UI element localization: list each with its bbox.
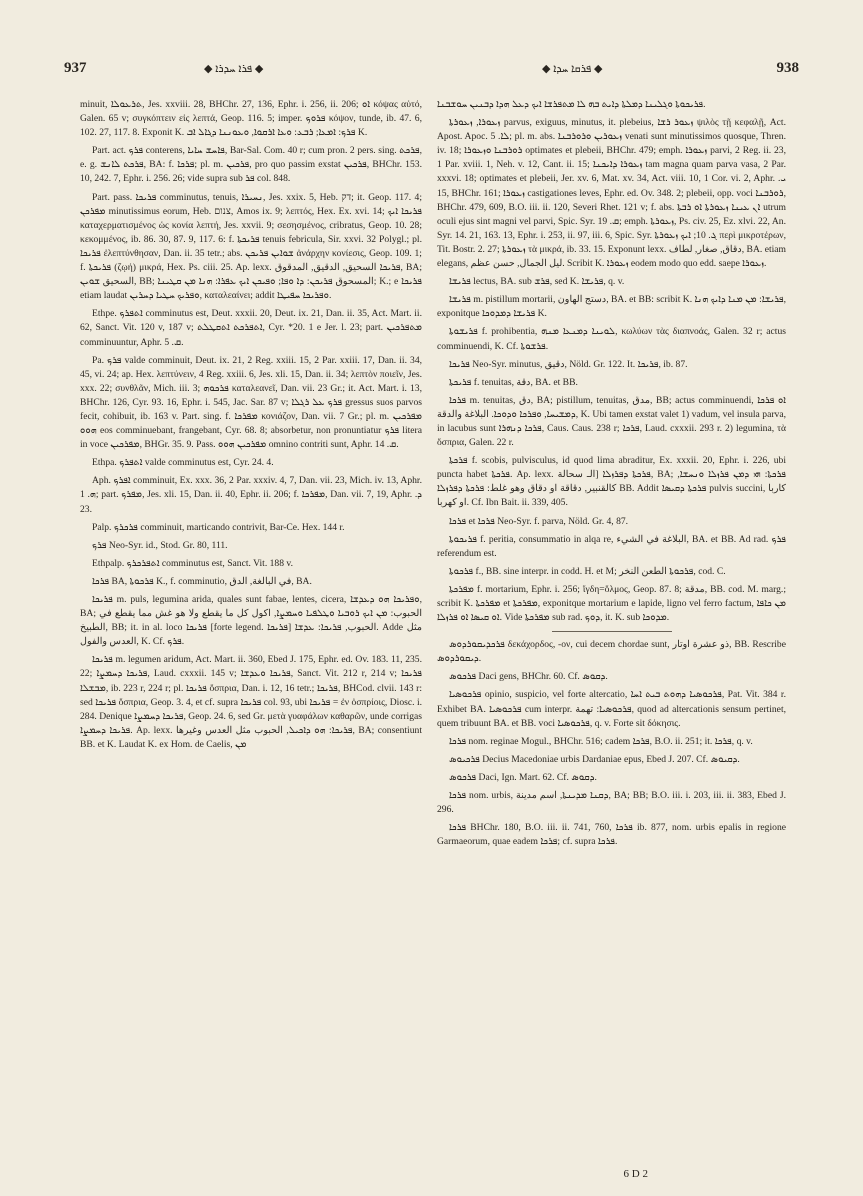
section-divider <box>552 631 672 632</box>
entry: ܦܪܝܟܘܬܐ f. peritia, consummatio in alqa re, البلاغة في الشيء, BA. et BB. Ad rad. ܦܪܟ referendum est. <box>437 533 786 559</box>
page-header <box>64 60 799 86</box>
entry: ܦܪܟܐ BA, ܦܪܟܘܬܐ K., f. comminutio, في البالغة, الدق, BA. <box>92 575 312 587</box>
entry: ܦܪܟ Neo-Syr. id., Stod. Gr. 80, 111. <box>92 539 228 551</box>
entry: ܦܪܟܐ nom. urbis, ܕܩܢܐ ܡܕܝܢܬܐ, اسم مدينة, BA; BB; B.O. iii. i. 203, iii. ii. 383, Ebed J. 296. <box>437 790 786 816</box>
entry: ܦܪܝܟܐ m. legumen aridum, Act. Mart. ii. 360, Ebed J. 175, Ephr. ed. Ov. 183. 11, 235. 22; ܦܪܝܟܐ ܕܚܡܨܐ, Laud. cxxxii. 145 v; ܦܪܝܟܐ ܘܥܕܫܐ, Sanct. Vit. 212 r, 214 v; ܦܪܝܟܐ ܡܒܫܠܐ, ib. 223 r, 224 r; pl. ܦܪܝܟܐ ὄσπρια, Dan. i. 12, 16 tetr.; ܦܪܝܟܐ, BHCod. clvii. 143 r: sed ܦܪܝܟܐ ὄσπρια, Geop. 3. 4, et cf. supra ܦܪܝܟܐ col. 93, ubi ܦܪܝܟܐ = ἐν ὀσπρίοις, Diosc. i. 284. Denique ܦܪܝܟܐ ܕܚܡܨܐ, Geop. 24. 6, sed Gr. μετὰ γυαφάλων καθαρῶν, unde corrigas ܦܪܝܟܐ ܕܚܡܨܐ. Ap. lexx. ܦܪܝܟܐ: ܗܘ ܕܐܟܝܠ, الحبوب مثل العدس وغيرها, BA; consentiunt BB. et K. Laudat K. ex Hom. de Caelis, ܡܢ <box>80 654 422 750</box>
signature-mark: 6 D 2 <box>623 1168 648 1180</box>
entry: ܦܪܟܐ et ܦܪܟܐ Neo-Syr. f. parva, Nöld. Gr. 4, 87. <box>449 515 629 527</box>
entry: ܙܥܘܪܐ, ܙܥܘܪܬܐ parvus, exiguus, minutus, it. plebeius, ܙܥܘܪ ܪܫܐ ψιλὸς τῇ κεφαλῇ, Act. Apost. Apoc. ܠܐ. 5; pl. m. abs. ܙܥܘܪܝܢ ܘܪܘܪܒܢܐ venati sunt minutissimos quosque, Thren. iv. 18; ܪܘܪܒܢܐ ܘܙܥܘܪܐ optimates et plebeii, BHChr. 479; emph. ܙܥܘܪܐ parvi, 2 Reg. ii. 23, 1 Par. xviii. 1, Neh. v. 12, Cant. ii. 15; ܙܥܘܪܐ ܕܐܝܟܢܐ tam magna quam parva vasa, 2 Par. xxxvi. 18; optimates et plebeii, Jer. xv. 6, Mat. xv. 34, Act. viii. 10, 1 Cor. vi. 2, Aphr. ܝ. 15, BHChr. 161; ܙܥܘܪܐ castigationes leves, Ephr. ed. Ov. 348. 2; plebeii, opp. voci ܪܘܪܒܢܐ, BHChr. 479, 609, B.O. iii. ii. 120, Severi Rhet. 121 v; f. abs. ܐܢ ܥܝܢܐ ܙܥܘܪܬܐ ܐܘ ܪܒܬܐ utrum oculi ejus sint magni vel parvi, Spic. Syr. ܩ. 19; emph. ܙܥܘܪܬܐ, Ps. civ. 25, Ez. xlvi. 22, An. Syr. 14. 21, 163. 13, Ephr. i. 253, ii. 97, iii. 6, Spic. Syr. ܓ. 10; ܐܝܟ ܙܥܘܪܬܐ περὶ μικροτέρων, Tit. Bostr. 2. 27; ܙܥܘܪܬܐ τὰ μικρά, ib. 33. 15. Exponunt lexx. دقاق, صغار, لطاف, BA. etiam elegans, ليل الجمال, حسن عظم. Scribit K. ܙܥܘܪܐ eodem modo quo edd. saepe ܙܥܘܪܐ. <box>437 117 786 270</box>
entry: Palp. ܦܪܟܪܟ comminuit, marticando contrivit, Bar-Ce. Hex. 144 r. <box>92 521 345 533</box>
entry: minuit, ܬܪܥܘܠܐ, Jes. xxviii. 28, BHChr. 27, 136, Ephr. i. 256, ii. 206; ܐܘ κόψας αὐτό, Galen. 65 v; συγκόπτειν εἰς λεπτά, Geop. 116. 5; imper. ܦܪܘܟ κόψον, tunde, ib. 47. 6, 102. 27, 117. 8. Exponit K. ܦܪܟ: ܐܡܥܐ; ܪܒܥ: ܘܥܐ ܐܪܩܘܐ, ܘܥܘܢܢܐ ܕܓܐܠ ܐܒ K. <box>80 99 422 139</box>
entry: ܦܪܝܟܐ Neo-Syr. minutus, دقيق, Nöld. Gr. 122. It. ܦܪܝܟܐ, ib. 87. <box>449 358 688 370</box>
entry: ܦܪܝܫܐ m. pistillum mortarii, دستج الهاون, BA. et BB: scribit K. ܦܪܝܫܐ: ܡܢ ܡܢܐ ܕܐܝܟ ܗܢܐ, exponitque ܦܪܝܫܐ ܕܡܕܘܟܐ K. <box>437 294 786 320</box>
entry: ܦܪܟܐ m. tenuitas, دق, BA; pistillum, tenuitas, مدق, BB; actus comminuendi, ܐܘ ܦܪܟܐ ܕܡܫܝܚܐ, ܘܦܪܟܐ ܘܕܘܟܐ. البلاغة والدقة, K. Ubi tamen exstat valet 1) vadum, vel insula parva, in lacubus sunt ܦܪܟܐ ܕܢܗܪܐ, Caus. Caus. 238 r; ܦܪܟܐ, Laud. cxxxii. 293 r. 2) legumina, τὰ ὄσπρια, Galen. 22 r. <box>437 394 786 449</box>
entry: Pa. ܦܪܟ valde comminuit, Deut. ix. 21, 2 Reg. xxiii. 15, 2 Par. xxiii. 17, Dan. ii. 34, 45, vi. 24; ap. Hex. λεπτύνειν, 4 Reg. xxiii. 6, Jes. xli. 15, Dan. ii. 34; λεπτὸν ποιεῖν, Jes. xxx. 22; συνθλᾶν, Mich. iii. 3; ܦܪܟܘܗ καταλεανεῖ, Dan. vii. 23 Gr.; it. Act. Mart. i. 13, BHChr. 126, Cyr. 93. 16, Ephr. i. 545, Jac. Sar. 87 v; ܦܪܟ ܥܠ ܪܓܠܐ gressus suos parvos fecit, cohibuit, ib. 163 v. Part. sing. f. ܡܦܪܟܐ κονιάζον, Dan. vii. 7 Gr.; pl. m. ܡܦܪܟܝܢ ܗܘܘ eos comminuebant, frangebant, Cyr. 68. 8; absorbetur, non pronuntiatur ܦܪܟ litera in voce ܡܦܪܟܝܢ, BHGr. 35. 9. Pass. ܡܦܪܟܝܢ ܗܘܘ omnino contriti sunt, Aphr. ܩ. 14. <box>80 354 422 451</box>
entry: Aph. ܐܦܪܟ comminuit, Ex. xxx. 36, 2 Par. xxxiv. 4, 7, Dan. vii. 23, Mich. iv. 13, Aphr. ܗ. 1; part. ܡܦܪܟ, Jes. xli. 15, Dan. ii. 40, Ephr. ii. 206; f. ܡܦܪܟܐ, Dan. vii. 7, 19, Aphr. ܕ. 23. <box>80 475 422 515</box>
entry: ܦܪܟܘܣ Daci gens, BHChr. 60. Cf. ܕܩܘܣ. <box>449 671 608 683</box>
left-column <box>80 98 422 1158</box>
entry: Part. act. ܦܪܟ conterens, ܦܐܚܫ ܚܐܝܐ, Bar-Sal. Com. 40 r; cum pron. 2 pers. sing. ܦܪܟܬ, e. g. ܦܪܟܬ ܠܐܢܫ, BA: f. ܦܪܟܐ; pl. m. ܦܪܟܝܢ, pro quo passim exstat ܦܪܟܝܢ, BHChr. 153. 10, 242. 7, Ephr. i. 256. 26; vide supra sub ܦܪ col. 848. <box>80 145 422 185</box>
entry: Ethpe. ܐܬܦܪܟ comminutus est, Deut. xxxii. 20, Deut. ix. 21, Dan. ii. 35, Act. Mart. ii. 62, Sanct. Vit. 120 v, 187 v; ܐܬܦܪܟܬ ܐܬܩܛܠܬ, Cyr. *20. 1 e Jer. l. 23; part. ܡܬܦܪܟܝܢ comminuuntur, Aphr. ܩ. 5. <box>80 308 422 348</box>
entry: ܦܪܟܝܘܣ Decius Macedoniae urbis Dardaniae epus, Ebed J. 207. Cf. ܕܩܝܘܣ. <box>449 753 740 765</box>
entry: ܦܪܝܟܬܐ f. tenuitas, دقة, BA. et BB. <box>449 376 578 388</box>
entry: ܦܪܟܕܝܩܘܪܕܘܣ δεκάχορδος, -ον, cui decem chordae sunt, ذو عشرة اوتار, BB. Rescribe ܕܝܩܘܪܕܘܣ. <box>437 639 786 665</box>
entry: ܦܪܟܬܐ f. scobis, pulvisculus, id quod lima abraditur, Ex. xxxii. 20, Ephr. i. 226, ubi puncta habet ܦܪܟܬܐ. Ap. lexx. ܦܪܟܬܐ ܕܦܪܙܠܐ [الـ سحالة, BA; ܦܪܟܬܐ: ܗܝ ܕܡܢ ܦܪܙܠܐ ܘܢܚܫܐ, كالقنبير, دقاقة او دقاق وهو غلط: ܦܪܟܬܐ ܕܦܪܙܠܐ BB. Addit ܦܪܟܬܐ ܕܩܝܣܐ pulvis succini, كاربا او كهربا. Cf. Ibn Bait. ii. 339, 405. <box>437 455 786 509</box>
entry: ܦܪܟܘܣ Daci, Ign. Mart. 62. Cf. ܕܩܘܣ. <box>449 771 597 783</box>
entry: ܦܪܝܫܐ lectus, BA. sub ܦܪܫ, sed K. ܦܪܝܫܐ, q. v. <box>449 276 625 288</box>
entry: Ethpalp. ܐܬܦܪܟܪܟ comminutus est, Sanct. Vit. 188 v. <box>92 557 293 569</box>
right-running-head: ◆ ܦܪܩܐ ܚܕܐ ◆ <box>542 63 603 75</box>
entry: Ethpa. ܐܬܦܪܟ valde comminutus est, Cyr. 24. 4. <box>92 457 274 469</box>
entry: ܦܪܝܫܘܬܐ f. prohibentia, ܠܘܝܢܐ ܕܡܢܥܐ ܡܢܗ, κωλύων τὰς διαπνοάς, Galen. 32 r; actus comminuendi, K. Cf. ܦܪܫܘܬܐ. <box>437 326 786 352</box>
left-page-number: 937 <box>64 60 87 76</box>
left-running-head: ◆ ܦܪܐ ܚܕܪܐ ◆ <box>204 63 264 75</box>
entry: ܦܪܟܘܣܝܐ opinio, suspicio, vel forte altercatio, ܦܪܟܘܣܝܐ ܕܗܘܬ ܒܝܬ ܐܚܐ, Pat. Vit. 384 r. Exhibet BA. ܦܪܟܘܣܝܐ cum interpr. ܦܪܟܘܣܝܐ: تهمة, quod ad altercationis sensum pertinet, quem tribuunt BA. et BB. voci ܦܪܟܘܣܝܐ, q. v. Forte sit δόκησις. <box>437 689 786 729</box>
entry: Part. pass. ܦܪܝܟܐ comminutus, tenuis, ܢܚܝܪܐ, Jes. xxix. 5, Heb. דק; it. Geop. 117. 4; ܡܦܪܟܢ minutissimus eorum, Heb. צנום, Amos ix. 9; λεπτός, Hex. Ex. xvi. 14; ܦܪܝܟܐ ܐܝܟ καταχερματισμένος ὡς κονία λεπτή, Jes. xxvii. 9; σεσησμένος, cribratus, Geop. 10. 28; κεκομμένος, ib. 86. 30, 87. 9, 117. 6: f. ܦܪܝܟܬܐ tenuis febricula, Sir. xxvi. 32 Polygl.; pl. ܦܪܝܟܐ ἐλεπτύνθησαν, Dan. ii. 35 tetr.; abs. ܫܘܐܝܢ ܦܪܝܟܢ ἀνάρχην κονίεσις, Geop. 109. 1; f. ܦܪܝܟܬܐ (ζῳή) μικρά, Hex. Ps. ciii. 25. Ap. lexx. ܦܪܝܟܐ السحيق, الدقيق, المدقوق, BA; السحيق ܫܘܝܢ, BB; المسحوق ܦܪܝܟܢ: ܕܐ ܘܦܐ; ܘܦܝܟܢ ܐܝܟ ܥܦܪܐ: ܗܢܐ ܡܢ ܩܛܝܢܐ; K.; e ܦܪܝܟܐ etiam laudat ܘܦܪܝܟ ܚܛܝܐ ܕܚܪܝܢ, καταλεαίνει; addit ܘܦܪܝܟܐ ܚܦܝܛܐ. <box>80 191 422 302</box>
entry: ܦܪܟܐ BHChr. 180, B.O. iii. ii. 741, 760, ܦܪܟܐ ib. 877, nom. urbis epalis in regione Garmaeorum, quae eadem ܦܪܟܐ; cf. supra ܦܪܟܐ. <box>437 822 786 848</box>
entry: ܦܪܝܟܐ m. puls, legumina arida, quales sunt fabae, lentes, cicera, ܘܦܪܝܟܐ ܗܘ ܕܥܕܫܐ, BA; الحبوب: ܡܢ ܐܝܟ ܪܘܒܝܐ ܘܛܠܦܝܐ ܘܚܡܨܐ, اكول كل ما يقطع ولا هو غش مما يقطع في الطبيخ, BB; it. in al. loco ܦܪܝܟܐ [forte legend. ܦܪܝܟܐ] الحبوب, ܦܪܝܟܐ: ܥܕܫܐ. Adde مثل العدس والفول, K. Cf. ܦܪܟ. <box>80 594 422 648</box>
entry: ܡܦܪܟܬܐ f. mortarium, Ephr. i. 256; ἴγδη=ὅλμος, Geop. 87. 8; مدقة, BB. cod. M. marg.; scribit K. ܡܦܪܟܬܐ et ܡܦܪܟܬܐ, exponitque mortarium e lapide, ligno vel ferro factum, ܡܢ ܟܐܦܐ ܐܘ ܩܝܣܐ ܐܘ ܦܪܙܠܐ. Vide ܡܦܪܟܬܐ sub rad. ܕܘܟ, it. K. sub ܡܕܘܟܐ. <box>437 583 786 624</box>
entry: ܦܪܟܐ nom. reginae Mogul., BHChr. 516; cadem ܦܪܟܐ, B.O. ii. 251; it. ܦܪܟܐ, q. v. <box>449 735 753 747</box>
right-column <box>437 98 786 1158</box>
right-page-number: 938 <box>776 60 799 76</box>
entry: ܦܪܟܘܬܐ f., BB. sine interpr. in codd. H. et M; ܦܪܟܘܬܐ الطعن النخر, cod. C. <box>449 565 726 577</box>
entry: ܦܪܝܟܘܬܐ ܘܓܠܝܢܐ ܕܡܠܬܐ ܕܐܝܬ ܒܗ ܠܐ ܡܬܦܪܫܐ ܐܝܟ ܕܥܠ ܗܕܐ ܕܒܢܝܢ ܚܘܫܒܢܐ. <box>437 99 706 110</box>
